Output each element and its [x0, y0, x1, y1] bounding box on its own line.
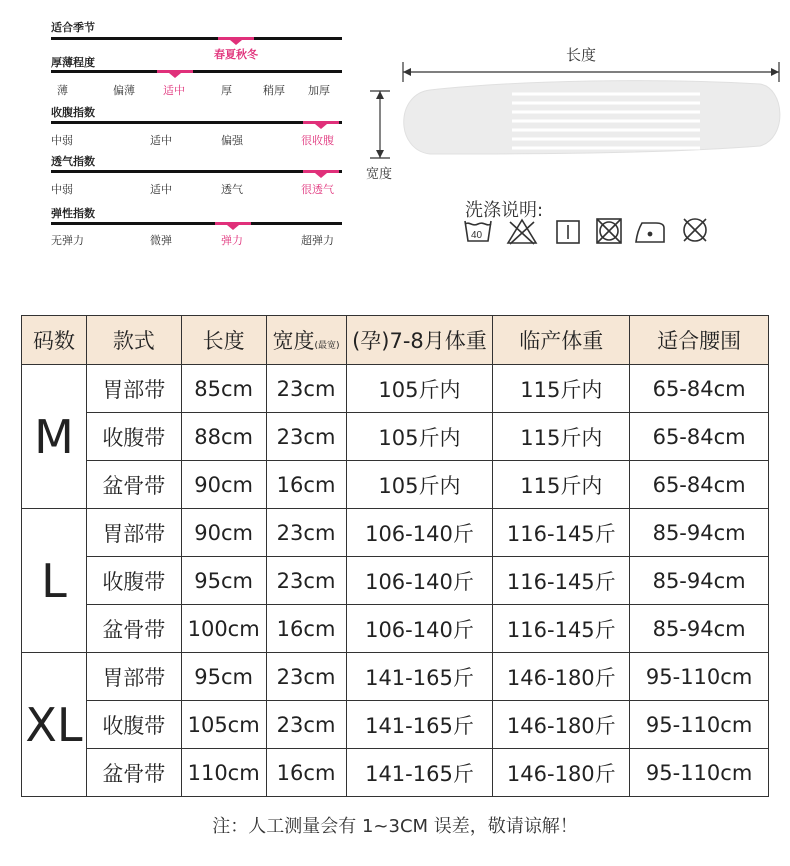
size-label: XL — [22, 653, 87, 797]
table-cell: 23cm — [266, 365, 346, 413]
svg-text:40: 40 — [471, 230, 483, 241]
header-style: 款式 — [86, 316, 181, 365]
thickness-title: 厚薄程度 — [51, 56, 95, 69]
table-cell: 胃部带 — [86, 653, 181, 701]
table-cell: 23cm — [266, 557, 346, 605]
hand-wash-40-icon — [465, 221, 491, 241]
table-cell: 65-84cm — [630, 413, 769, 461]
thickness-option: 稍厚 — [263, 84, 285, 97]
thickness-option: 加厚 — [308, 84, 330, 97]
table-cell: 115斤内 — [493, 461, 630, 509]
table-cell: 85-94cm — [630, 557, 769, 605]
table-cell: 115斤内 — [493, 413, 630, 461]
season-marker — [218, 37, 254, 40]
breathability-title: 透气指数 — [51, 155, 95, 168]
table-cell: 收腹带 — [86, 557, 181, 605]
table-cell: 23cm — [266, 653, 346, 701]
table-row — [22, 653, 769, 701]
table-cell: 盆骨带 — [86, 461, 181, 509]
table-cell: 88cm — [181, 413, 266, 461]
thickness-option: 薄 — [57, 84, 68, 97]
breathability-option: 适中 — [150, 183, 172, 196]
table-row — [22, 701, 769, 749]
compression-option: 适中 — [150, 134, 172, 147]
elasticity-option: 微弹 — [150, 234, 172, 247]
no-dry-clean-icon — [684, 219, 706, 241]
table-cell: 106-140斤 — [346, 605, 493, 653]
elasticity-option: 无弹力 — [51, 234, 84, 247]
table-row — [22, 461, 769, 509]
size-table — [21, 315, 769, 797]
thickness-option: 偏薄 — [113, 84, 135, 97]
breathability-option-selected: 很透气 — [301, 183, 334, 196]
season-line — [51, 37, 342, 40]
header-waist: 适合腰围 — [630, 316, 769, 365]
low-iron-icon — [636, 223, 664, 242]
thickness-line — [51, 70, 342, 73]
table-row — [22, 413, 769, 461]
header-width-note: (最宽) — [314, 341, 340, 351]
measurement-note: 注：人工测量会有 1~3CM 误差，敬请谅解！ — [212, 816, 578, 837]
table-row — [22, 749, 769, 797]
table-cell: 115斤内 — [493, 365, 630, 413]
table-cell: 100cm — [181, 605, 266, 653]
header-size: 码数 — [22, 316, 87, 365]
table-cell: 胃部带 — [86, 365, 181, 413]
compression-marker — [303, 121, 339, 124]
table-cell: 胃部带 — [86, 509, 181, 557]
table-cell: 85-94cm — [630, 605, 769, 653]
header-length: 长度 — [181, 316, 266, 365]
table-cell: 23cm — [266, 509, 346, 557]
header-width — [266, 316, 346, 365]
thickness-option-selected: 适中 — [163, 84, 185, 97]
table-cell: 105斤内 — [346, 365, 493, 413]
breathability-line — [51, 170, 342, 173]
thickness-option: 厚 — [221, 84, 232, 97]
header-weight-7-8-months: (孕)7-8月体重 — [346, 316, 493, 365]
table-cell: 105cm — [181, 701, 266, 749]
header-width-label: 宽度 — [272, 329, 315, 353]
table-cell: 141-165斤 — [346, 653, 493, 701]
table-cell: 116-145斤 — [493, 557, 630, 605]
belt-stripes — [512, 94, 700, 148]
thickness-marker — [157, 70, 193, 73]
compression-option: 中弱 — [51, 134, 73, 147]
compression-line — [51, 121, 342, 124]
elasticity-option-selected: 弹力 — [221, 234, 243, 247]
length-label: 长度 — [566, 46, 597, 64]
washing-title: 洗涤说明: — [465, 200, 544, 221]
table-row — [22, 365, 769, 413]
table-cell: 盆骨带 — [86, 749, 181, 797]
table-cell: 105斤内 — [346, 413, 493, 461]
table-row — [22, 605, 769, 653]
table-cell: 85-94cm — [630, 509, 769, 557]
compression-option: 偏强 — [221, 134, 243, 147]
table-cell: 95-110cm — [630, 701, 769, 749]
hang-dry-icon — [557, 221, 579, 243]
table-cell: 146-180斤 — [493, 653, 630, 701]
table-cell: 23cm — [266, 413, 346, 461]
table-cell: 141-165斤 — [346, 749, 493, 797]
washing-icons — [462, 216, 722, 248]
table-cell: 65-84cm — [630, 461, 769, 509]
table-row — [22, 509, 769, 557]
table-cell: 16cm — [266, 605, 346, 653]
size-label: L — [22, 509, 87, 653]
compression-title: 收腹指数 — [51, 106, 95, 119]
table-row — [22, 557, 769, 605]
belt-shape — [404, 81, 780, 154]
season-title: 适合季节 — [51, 21, 95, 34]
table-cell: 65-84cm — [630, 365, 769, 413]
elasticity-marker — [215, 222, 251, 225]
table-cell: 105斤内 — [346, 461, 493, 509]
table-cell: 盆骨带 — [86, 605, 181, 653]
table-cell: 110cm — [181, 749, 266, 797]
table-cell: 23cm — [266, 701, 346, 749]
table-cell: 95-110cm — [630, 653, 769, 701]
table-cell: 106-140斤 — [346, 557, 493, 605]
table-cell: 16cm — [266, 461, 346, 509]
table-cell: 95cm — [181, 653, 266, 701]
header-weight-term: 临产体重 — [493, 316, 630, 365]
table-cell: 116-145斤 — [493, 605, 630, 653]
table-header-row — [22, 316, 769, 365]
season-value: 春夏秋冬 — [214, 48, 258, 61]
no-tumble-dry-icon — [597, 219, 621, 243]
table-cell: 146-180斤 — [493, 701, 630, 749]
table-cell: 85cm — [181, 365, 266, 413]
table-cell: 16cm — [266, 749, 346, 797]
table-cell: 146-180斤 — [493, 749, 630, 797]
breathability-option: 透气 — [221, 183, 243, 196]
breathability-option: 中弱 — [51, 183, 73, 196]
table-cell: 90cm — [181, 509, 266, 557]
table-cell: 收腹带 — [86, 701, 181, 749]
table-cell: 95cm — [181, 557, 266, 605]
no-bleach-icon — [508, 220, 536, 244]
breathability-marker — [303, 170, 339, 173]
table-cell: 116-145斤 — [493, 509, 630, 557]
table-cell: 收腹带 — [86, 413, 181, 461]
table-cell: 95-110cm — [630, 749, 769, 797]
belt-diagram — [360, 58, 790, 168]
elasticity-option: 超弹力 — [301, 234, 334, 247]
table-cell: 141-165斤 — [346, 701, 493, 749]
compression-option-selected: 很收腹 — [301, 134, 334, 147]
size-label: M — [22, 365, 87, 509]
table-cell: 106-140斤 — [346, 509, 493, 557]
elasticity-line — [51, 222, 342, 225]
table-cell: 90cm — [181, 461, 266, 509]
width-label: 宽度 — [366, 167, 393, 182]
elasticity-title: 弹性指数 — [51, 207, 95, 220]
